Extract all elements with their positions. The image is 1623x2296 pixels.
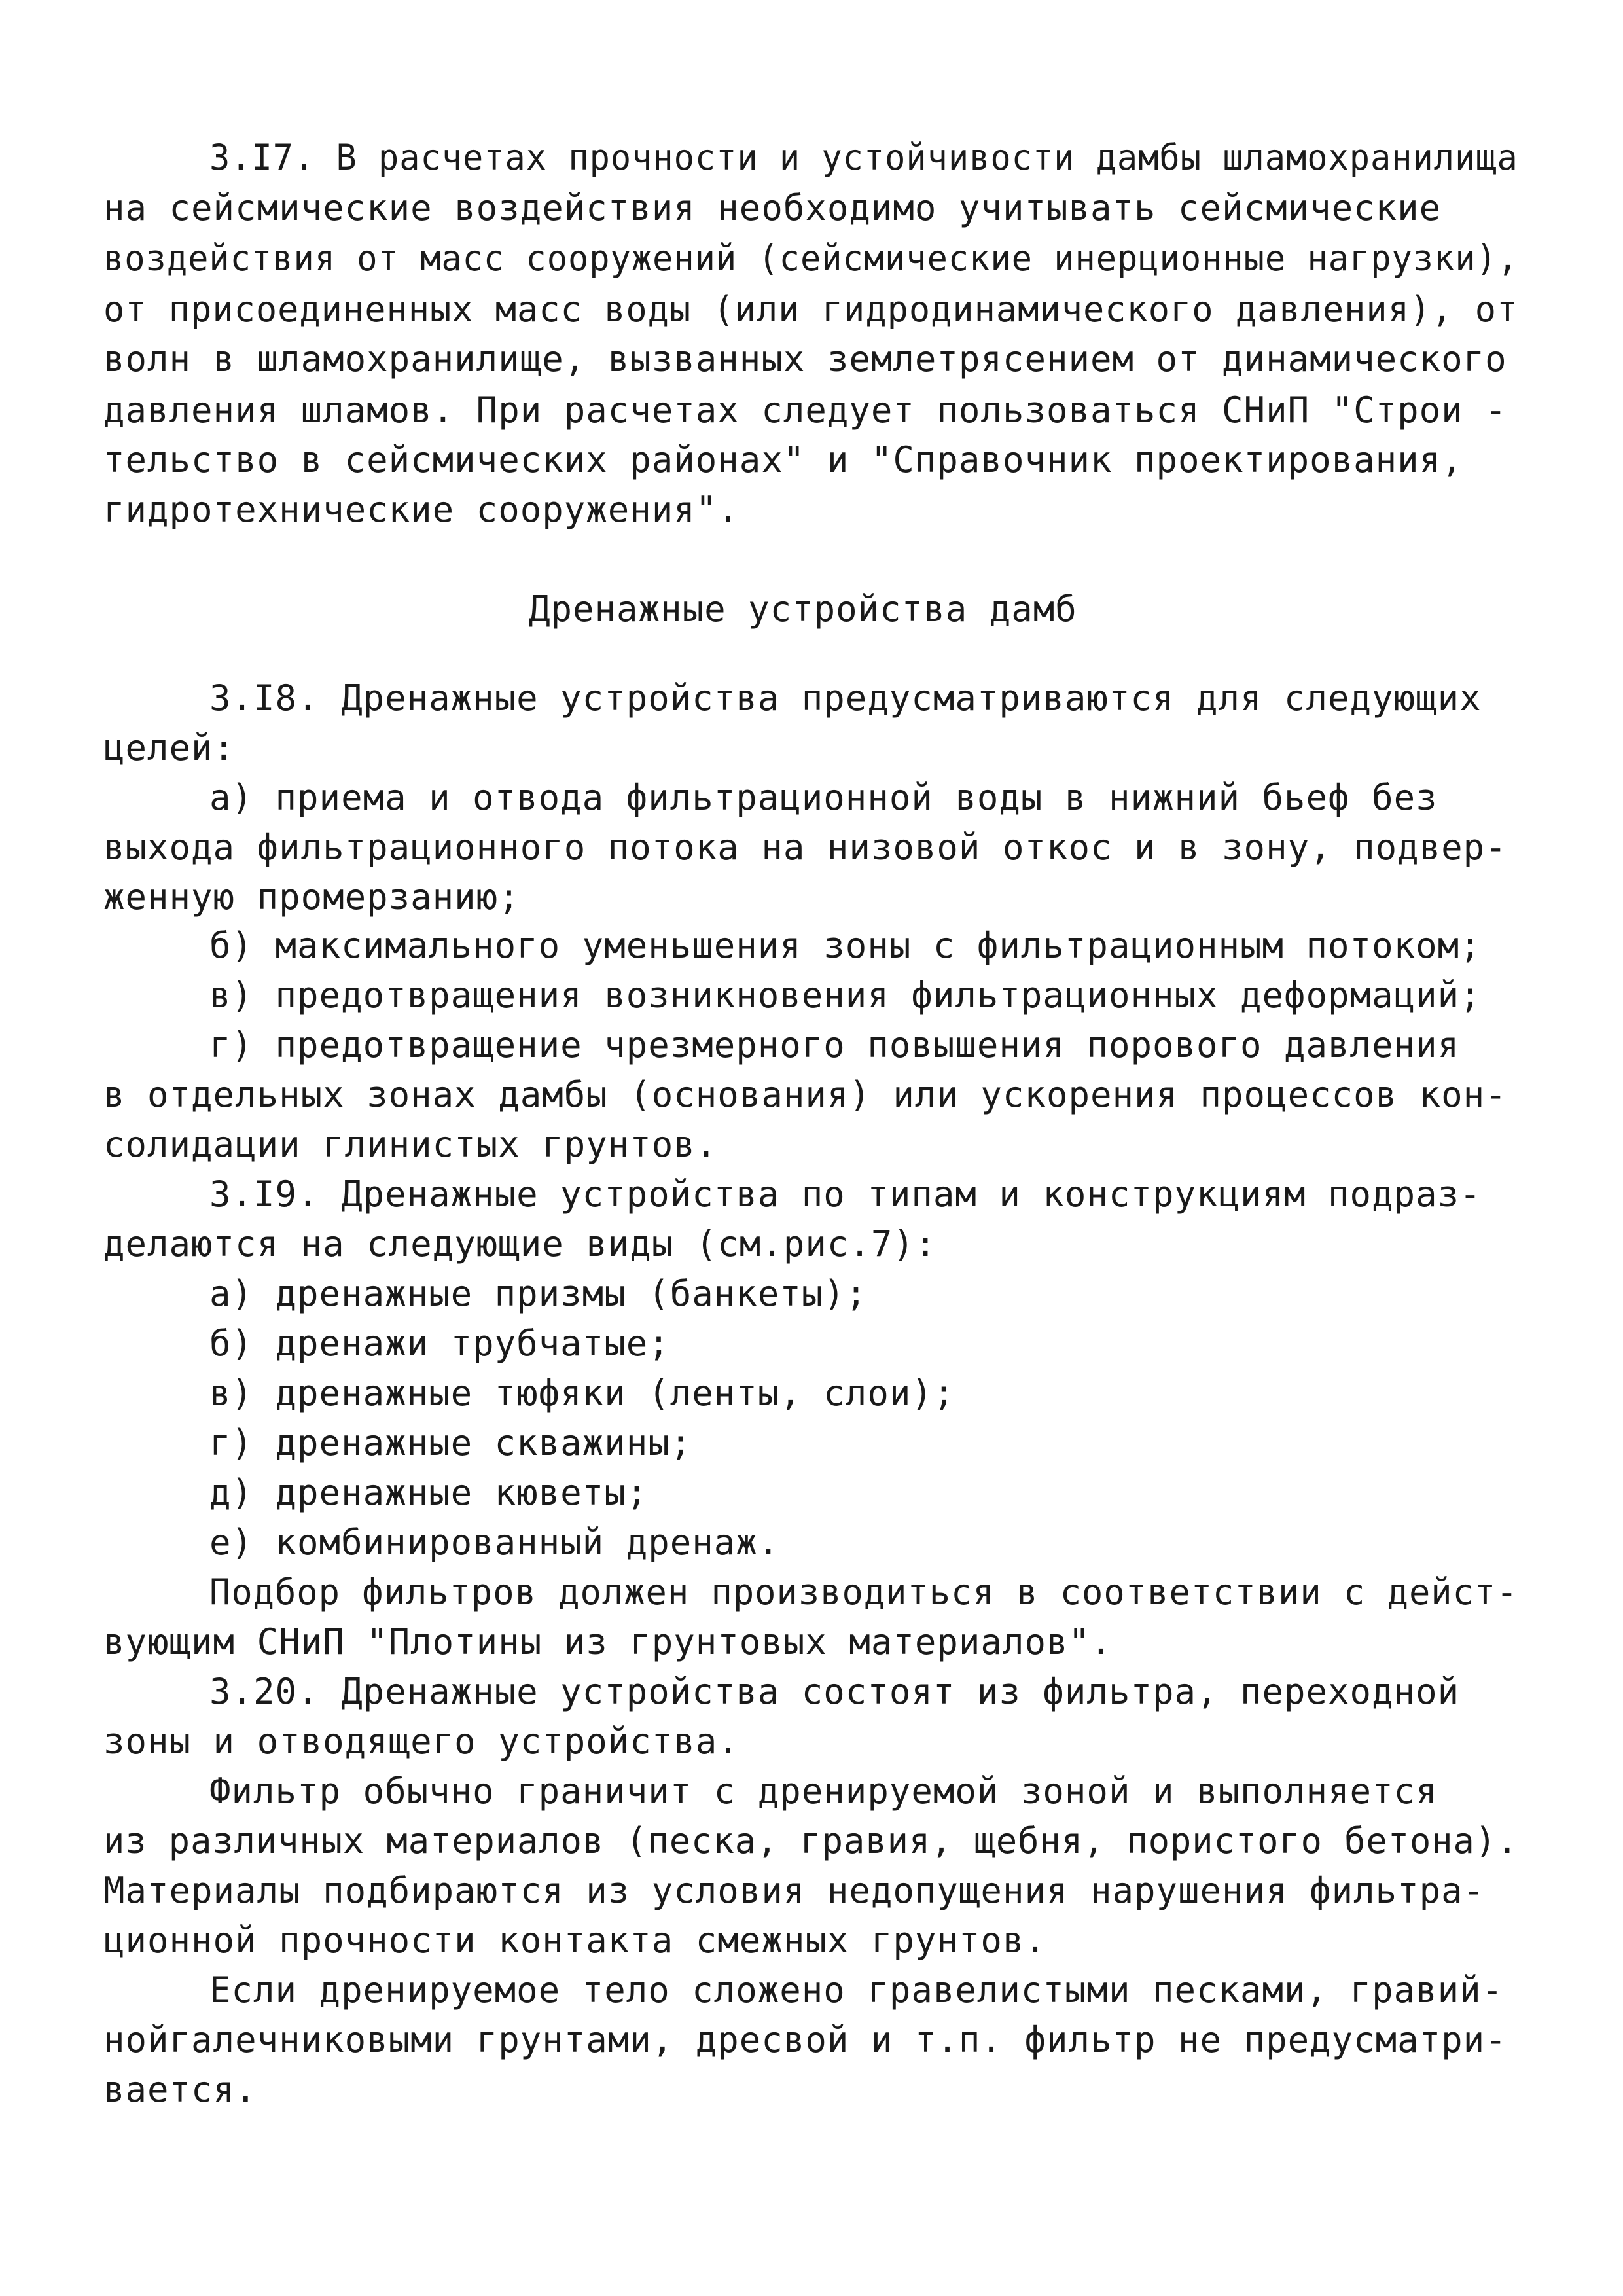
list-item: а) дренажные призмы (банкеты); <box>209 1273 868 1314</box>
text-line: делаются на следующие виды (см.рис.7): <box>103 1223 937 1265</box>
text-line: гидротехнические сооружения". <box>103 489 740 530</box>
text-line: на сейсмические воздействия необходимо учитывать сейсмические <box>103 187 1442 228</box>
text-line: из различных материалов (песка, гравия, щебня, пористого бетона). <box>103 1820 1519 1861</box>
text-line: 3.I9. Дренажные устройства по типам и конструкциям подраз- <box>209 1174 1482 1215</box>
list-item: в) предотвращения возникновения фильтрационных деформаций; <box>209 975 1482 1016</box>
text-line: Фильтр обычно граничит с дренируемой зоной и выполняется <box>209 1770 1438 1812</box>
text-line: вается. <box>103 2069 257 2110</box>
text-line: давления шламов. При расчетах следует пользоваться СНиП "Строи - <box>103 389 1507 431</box>
text-line: зоны и отводящего устройства. <box>103 1721 740 1762</box>
list-item: а) приема и отвода фильтрационной воды в нижний бьеф без <box>209 777 1438 818</box>
list-item: г) предотвращение чрезмерного повышения порового давления <box>209 1024 1460 1066</box>
list-item: б) максимального уменьшения зоны с фильтрационным потоком; <box>209 925 1482 966</box>
text-line: женную промерзанию; <box>103 876 520 918</box>
list-item: в) дренажные тюфяки (ленты, слои); <box>209 1372 955 1414</box>
text-line: 3.20. Дренажные устройства состоят из фильтра, переходной <box>209 1671 1460 1712</box>
text-line: тельство в сейсмических районах" и "Справочник проектирования, <box>103 439 1463 480</box>
section-heading: Дренажные устройства дамб <box>529 588 1077 630</box>
text-line: 3.I8. Дренажные устройства предусматриваются для следующих <box>209 677 1482 719</box>
text-line: Материалы подбираются из условия недопущения нарушения фильтра- <box>103 1870 1486 1911</box>
list-item: е) комбинированный дренаж. <box>209 1522 780 1563</box>
text-line: в отдельных зонах дамбы (основания) или ускорения процессов кон- <box>103 1074 1507 1115</box>
text-line: воздействия от масс сооружений (сейсмические инерционные нагрузки), <box>103 238 1519 279</box>
list-item: г) дренажные скважины; <box>209 1422 692 1463</box>
text-line: 3.I7. В расчетах прочности и устойчивости дамбы шламохранилища <box>209 137 1518 178</box>
list-item: б) дренажи трубчатые; <box>209 1323 670 1364</box>
text-line: целей: <box>103 727 236 768</box>
text-line: выхода фильтрационного потока на низовой откос и в зону, подвер- <box>103 827 1507 868</box>
text-line: волн в шламохранилище, вызванных землетрясением от динамического <box>103 338 1507 380</box>
text-line: Подбор фильтров должен производиться в соответствии с дейст- <box>209 1571 1518 1613</box>
list-item: д) дренажные кюветы; <box>209 1472 649 1513</box>
text-line: Если дренируемое тело сложено гравелистыми песками, гравий- <box>209 1969 1504 2011</box>
text-line: от присоединенных масс воды (или гидродинамического давления), от <box>103 289 1519 330</box>
text-line: нойгалечниковыми грунтами, дресвой и т.п. фильтр не предусматри- <box>103 2019 1507 2060</box>
text-line: вующим СНиП "Плотины из грунтовых материалов". <box>103 1621 1113 1662</box>
text-line: солидации глинистых грунтов. <box>103 1124 718 1165</box>
text-line: ционной прочности контакта смежных грунтов. <box>103 1920 1046 1961</box>
